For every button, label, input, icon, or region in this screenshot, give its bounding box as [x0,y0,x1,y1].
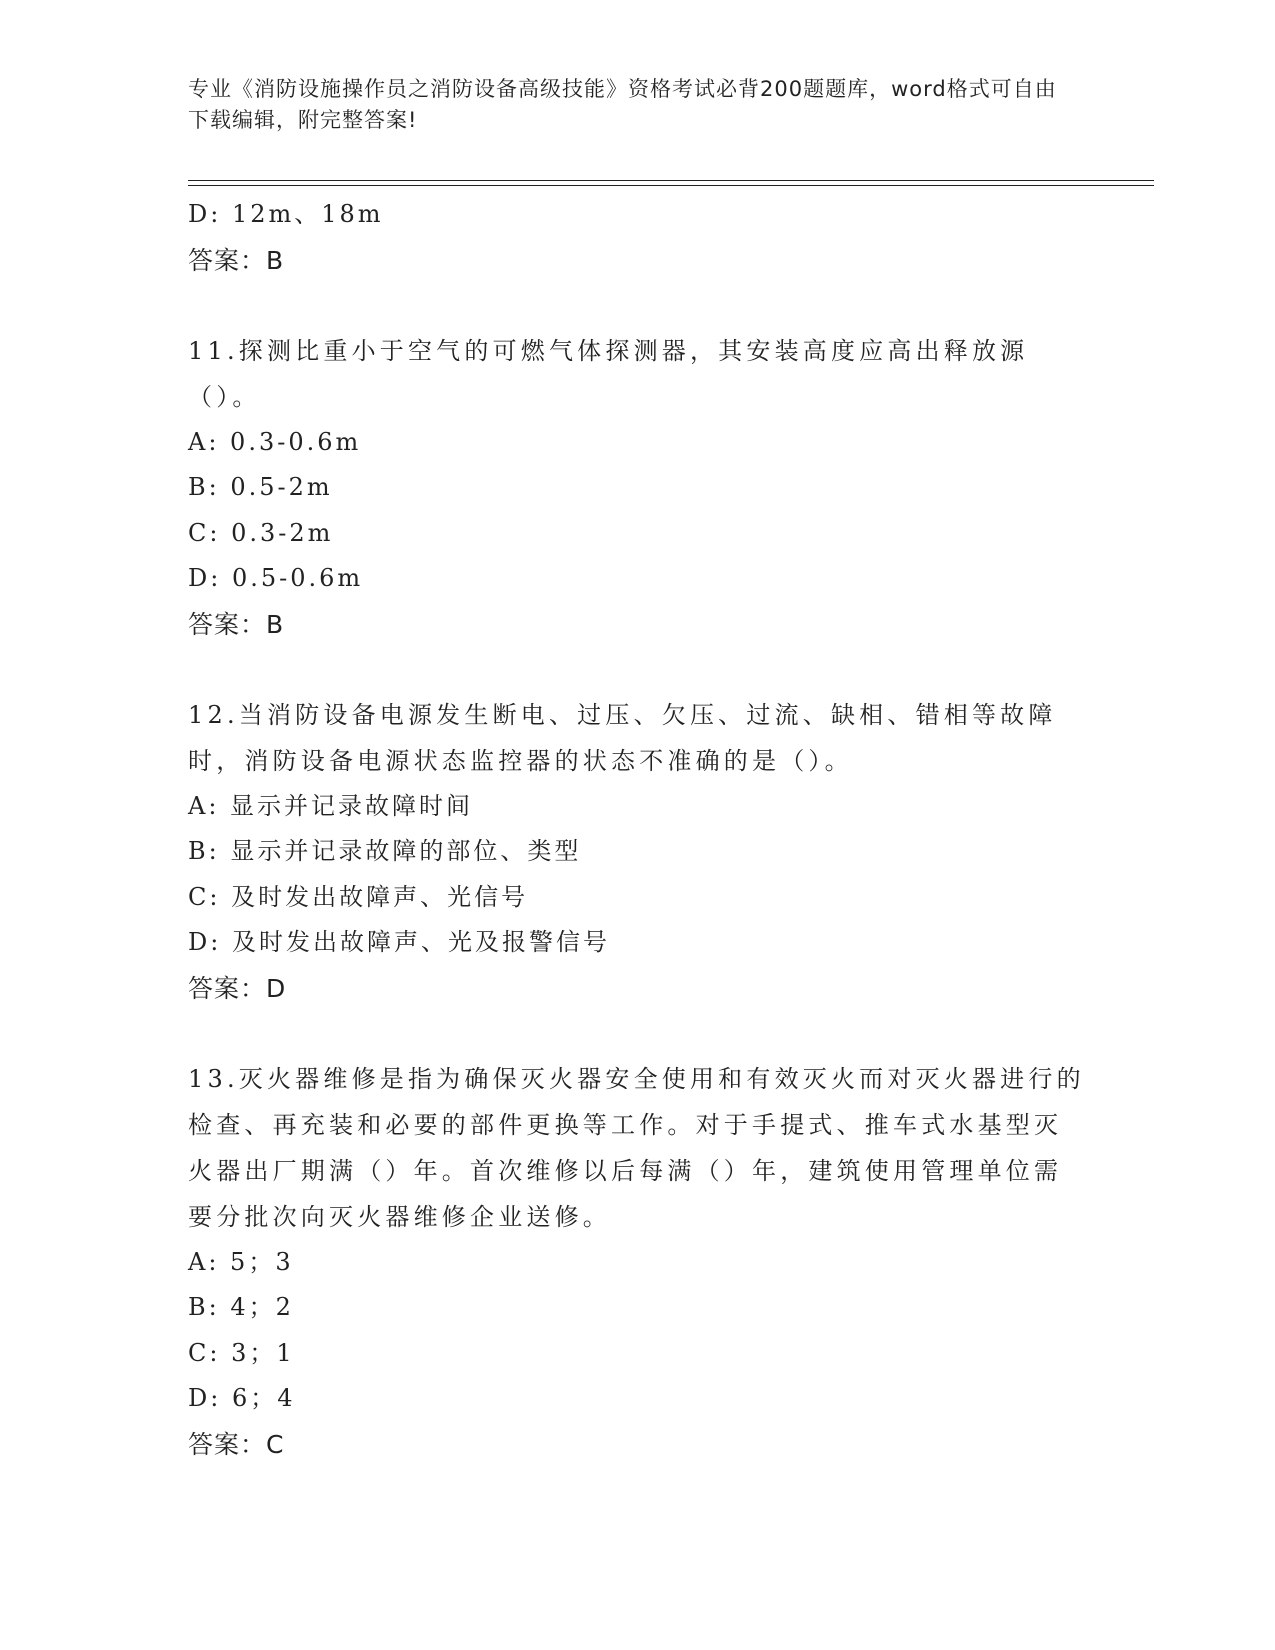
page-header [188,74,1078,136]
option-b: B: 4；2 [188,1293,294,1321]
option-a: A: 显示并记录故障时间 [188,791,474,820]
header-divider [188,180,1154,186]
question-text: 12.当消防设备电源发生断电、过压、欠压、过流、缺相、错相等故障时，消防设备电源状态监控器的状态不准确的是（）。 [188,700,1057,775]
option-d: D: 12m、18m [188,200,384,228]
answer-line: 答案：D [188,973,287,1003]
question-11 [188,328,1088,648]
option-d: D: 0.5-0.6m [188,564,364,592]
previous-question-tail [188,192,1088,284]
answer-line: 答案：C [188,1429,285,1459]
question-text: 11.探测比重小于空气的可燃气体探测器，其安装高度应高出释放源（）。 [188,336,1029,411]
option-b: B: 显示并记录故障的部位、类型 [188,837,582,865]
question-text: 13.灭火器维修是指为确保灭火器安全使用和有效灭火而对灭火器进行的检查、再充装和必要的部件更换等工作。对于手提式、推车式水基型灭火器出厂期满（）年。首次维修以后每满（）年，建筑使用管理单位需要分批次向灭火器维修企业送修。 [188,1064,1085,1231]
option-a: A: 0.3-0.6m [188,427,362,456]
question-12 [188,692,1088,1012]
option-c: C: 及时发出故障声、光信号 [188,882,529,911]
option-c: C: 0.3-2m [188,518,334,547]
header-text: 专业《消防设施操作员之消防设备高级技能》资格考试必背200题题库，word格式可自由下载编辑，附完整答案! [188,77,1057,132]
question-13 [188,1056,1088,1468]
option-d: D: 及时发出故障声、光及报警信号 [188,928,610,956]
option-b: B: 0.5-2m [188,473,333,501]
option-d: D: 6；4 [188,1384,296,1412]
document-body [188,192,1088,1468]
option-c: C: 3；1 [188,1338,295,1367]
option-a: A: 5；3 [188,1247,294,1276]
answer-line: 答案：B [188,609,285,639]
answer-line: 答案：B [188,245,285,275]
